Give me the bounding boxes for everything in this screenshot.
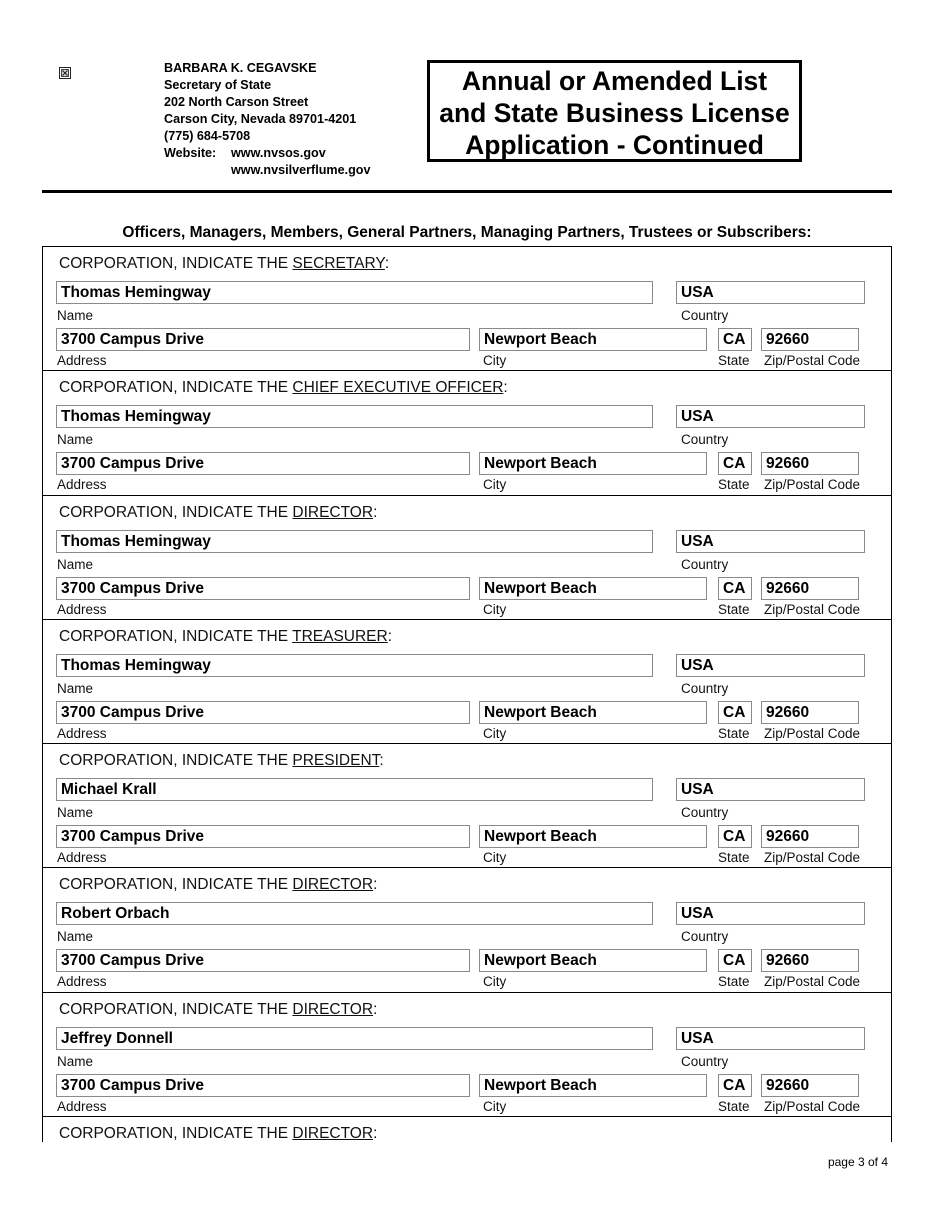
officer-block (43, 1117, 891, 1142)
officer-name-field[interactable]: Thomas Hemingway (56, 405, 653, 428)
officer-zip-field[interactable]: 92660 (761, 577, 859, 600)
officer-city-field[interactable]: Newport Beach (479, 701, 707, 724)
role-header-colon: : (373, 1125, 378, 1142)
officer-role: DIRECTOR (292, 1000, 374, 1018)
zip-label: Zip/Postal Code (764, 974, 861, 990)
zip-label: Zip/Postal Code (764, 1098, 861, 1114)
role-header-colon: : (373, 1000, 378, 1018)
page-number: page 3 of 4 (827, 1155, 888, 1169)
state-label: State (718, 601, 750, 617)
officer-country-field[interactable]: USA (676, 902, 865, 925)
officer-country-field[interactable]: USA (676, 1027, 865, 1050)
state-label: State (718, 725, 750, 741)
form-title-box (427, 60, 802, 162)
name-label: Name (57, 432, 94, 448)
officer-state-field[interactable]: CA (718, 1074, 752, 1097)
officer-zip-field[interactable]: 92660 (761, 949, 859, 972)
officer-address-field[interactable]: 3700 Campus Drive (56, 949, 470, 972)
officer-state-field[interactable]: CA (718, 825, 752, 848)
officer-country-field[interactable]: USA (676, 654, 865, 677)
officer-block (43, 247, 891, 371)
name-label: Name (57, 1053, 94, 1069)
officer-name-field[interactable]: Michael Krall (56, 778, 653, 801)
website-label: Website: (164, 146, 217, 160)
role-header-prefix: CORPORATION, INDICATE THE (59, 627, 293, 645)
officer-city-field[interactable]: Newport Beach (479, 452, 707, 475)
officer-role: SECRETARY (292, 255, 385, 272)
officer-state-field[interactable]: CA (718, 328, 752, 351)
zip-label: Zip/Postal Code (764, 725, 861, 741)
officer-name-field[interactable]: Thomas Hemingway (56, 654, 653, 677)
officer-address-field[interactable]: 3700 Campus Drive (56, 825, 470, 848)
zip-label: Zip/Postal Code (764, 353, 861, 368)
section-heading: Officers, Managers, Members, General Partners, Managing Partners, Trustees or Subscribers: (122, 224, 812, 241)
officer-address-field[interactable]: 3700 Campus Drive (56, 452, 470, 475)
officer-address-field[interactable]: 3700 Campus Drive (56, 328, 470, 351)
zip-label: Zip/Postal Code (764, 601, 861, 617)
officer-country-field[interactable]: USA (676, 778, 865, 801)
officer-role-header (59, 628, 392, 646)
officer-city-field[interactable]: Newport Beach (479, 949, 707, 972)
officer-role-header (59, 1125, 377, 1142)
officer-state-field[interactable]: CA (718, 577, 752, 600)
form-title-line-3: Application - Continued (465, 130, 764, 160)
role-header-prefix: CORPORATION, INDICATE THE (59, 752, 293, 770)
officer-block (43, 744, 891, 868)
name-label: Name (57, 308, 94, 323)
city-label: City (483, 1098, 507, 1114)
officer-name-field[interactable]: Robert Orbach (56, 902, 653, 925)
officer-zip-field[interactable]: 92660 (761, 825, 859, 848)
city-label: City (483, 725, 507, 741)
role-header-colon: : (373, 876, 378, 894)
city-label: City (483, 601, 507, 617)
state-label: State (718, 353, 750, 368)
country-label: Country (681, 929, 729, 945)
state-label: State (718, 477, 750, 493)
officer-role-header (59, 752, 384, 770)
officer-state-field[interactable]: CA (718, 701, 752, 724)
country-label: Country (681, 805, 729, 821)
officer-block (43, 868, 891, 992)
name-label: Name (57, 680, 94, 696)
officer-name-field[interactable]: Thomas Hemingway (56, 281, 653, 304)
officer-state-field[interactable]: CA (718, 949, 752, 972)
officer-zip-field[interactable]: 92660 (761, 1074, 859, 1097)
state-label: State (718, 1098, 750, 1114)
name-label: Name (57, 556, 94, 572)
zip-label: Zip/Postal Code (764, 477, 861, 493)
header-divider (42, 190, 892, 193)
city-label: City (483, 353, 507, 368)
officer-block (43, 371, 891, 495)
country-label: Country (681, 308, 729, 323)
officer-role-header (59, 504, 377, 522)
state-label: State (718, 974, 750, 990)
role-header-prefix: CORPORATION, INDICATE THE (59, 255, 293, 272)
role-header-colon: : (379, 752, 384, 770)
agency-address-block (164, 60, 371, 179)
address-label: Address (57, 1098, 107, 1114)
form-title-line-2: and State Business License (439, 98, 790, 128)
officer-role: CHIEF EXECUTIVE OFFICER (292, 379, 504, 397)
address-label: Address (57, 974, 107, 990)
officer-city-field[interactable]: Newport Beach (479, 825, 707, 848)
officer-zip-field[interactable]: 92660 (761, 452, 859, 475)
role-header-prefix: CORPORATION, INDICATE THE (59, 876, 293, 894)
officer-city-field[interactable]: Newport Beach (479, 577, 707, 600)
role-header-colon: : (373, 503, 378, 521)
country-label: Country (681, 432, 729, 448)
officer-address-field[interactable]: 3700 Campus Drive (56, 1074, 470, 1097)
form-title-line-1: Annual or Amended List (461, 66, 768, 96)
role-header-colon: : (384, 255, 390, 272)
agency-phone: (775) 684-5708 (164, 129, 251, 143)
officer-country-field[interactable]: USA (676, 405, 865, 428)
officer-zip-field[interactable]: 92660 (761, 701, 859, 724)
country-label: Country (681, 1053, 729, 1069)
address-label: Address (57, 725, 107, 741)
role-header-prefix: CORPORATION, INDICATE THE (59, 503, 293, 521)
zip-label: Zip/Postal Code (764, 850, 861, 866)
agency-city-state-zip: Carson City, Nevada 89701-4201 (164, 112, 357, 126)
name-label: Name (57, 805, 94, 821)
officer-role-header (59, 876, 377, 894)
agency-officer-title: Secretary of State (164, 78, 272, 92)
state-label: State (718, 850, 750, 866)
officer-block (43, 496, 891, 620)
country-label: Country (681, 556, 729, 572)
officer-block (43, 620, 891, 744)
officer-address-field[interactable]: 3700 Campus Drive (56, 577, 470, 600)
officers-form (42, 246, 892, 1142)
address-label: Address (57, 353, 107, 368)
officer-role-header (59, 255, 389, 273)
city-label: City (483, 974, 507, 990)
address-label: Address (57, 850, 107, 866)
role-header-prefix: CORPORATION, INDICATE THE (59, 1125, 293, 1142)
officer-role: DIRECTOR (292, 1125, 374, 1142)
officer-role: TREASURER (292, 627, 388, 645)
country-label: Country (681, 680, 729, 696)
officer-state-field[interactable]: CA (718, 452, 752, 475)
officer-city-field[interactable]: Newport Beach (479, 1074, 707, 1097)
officer-address-field[interactable]: 3700 Campus Drive (56, 701, 470, 724)
officer-country-field[interactable]: USA (676, 281, 865, 304)
address-label: Address (57, 477, 107, 493)
name-label: Name (57, 929, 94, 945)
agency-officer-name: BARBARA K. CEGAVSKE (164, 61, 317, 75)
role-header-prefix: CORPORATION, INDICATE THE (59, 379, 293, 397)
officer-country-field[interactable]: USA (676, 530, 865, 553)
officer-city-field[interactable]: Newport Beach (479, 328, 707, 351)
role-header-prefix: CORPORATION, INDICATE THE (59, 1000, 293, 1018)
role-header-colon: : (387, 627, 393, 645)
officer-name-field[interactable]: Thomas Hemingway (56, 530, 653, 553)
city-label: City (483, 850, 507, 866)
agency-street: 202 North Carson Street (164, 95, 309, 109)
broken-image-icon (59, 67, 71, 79)
officer-role-header (59, 1001, 377, 1019)
officer-role: PRESIDENT (292, 752, 380, 770)
role-header-colon: : (503, 379, 508, 397)
officer-role-header (59, 379, 508, 397)
officer-block (43, 993, 891, 1117)
officer-zip-field[interactable]: 92660 (761, 328, 859, 351)
website-link-silverflume[interactable]: www.nvsilverflume.gov (231, 163, 371, 177)
officer-name-field[interactable]: Jeffrey Donnell (56, 1027, 653, 1050)
city-label: City (483, 477, 507, 493)
website-link-nvsos[interactable]: www.nvsos.gov (231, 146, 326, 160)
officer-role: DIRECTOR (292, 876, 374, 894)
officer-role: DIRECTOR (292, 503, 374, 521)
address-label: Address (57, 601, 107, 617)
